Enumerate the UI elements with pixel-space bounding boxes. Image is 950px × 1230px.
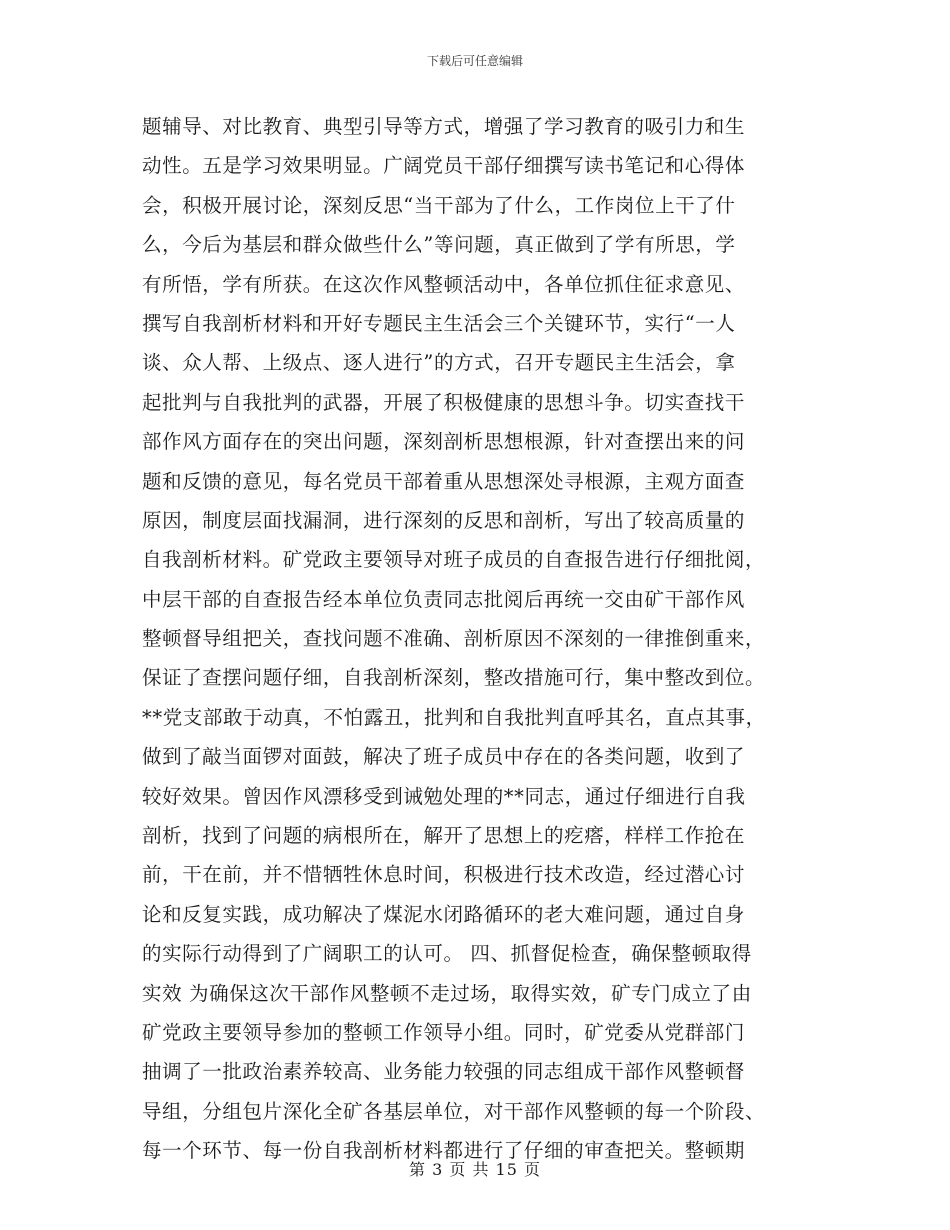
text-line: 中层干部的自查报告经本单位负责同志批阅后再统一交由矿干部作风: [142, 587, 746, 611]
text-line: 么，今后为基层和群众做些什么”等问题，真正做到了学有所思，学: [142, 233, 736, 257]
text-line: 谈、众人帮、上级点、逐人进行”的方式，召开专题民主生活会，拿: [142, 351, 736, 375]
text-line: 保证了查摆问题仔细，自我剖析深刻，整改措施可行，集中整改到位。: [142, 666, 766, 690]
text-line: 每一个环节、每一份自我剖析材料都进行了仔细的审查把关。整顿期: [142, 1139, 746, 1163]
text-line: 自我剖析材料。矿党政主要领导对班子成员的自查报告进行仔细批阅，: [142, 548, 766, 572]
text-line: 抽调了一批政治素养较高、业务能力较强的同志组成干部作风整顿督: [142, 1060, 746, 1084]
text-line: 动性。五是学习效果明显。广阔党员干部仔细撰写读书笔记和心得体: [142, 154, 746, 178]
text-line: 做到了敲当面锣对面鼓，解决了班子成员中存在的各类问题，收到了: [142, 745, 746, 769]
text-line: 原因，制度层面找漏洞，进行深刻的反思和剖析，写出了较高质量的: [142, 508, 746, 532]
text-line: 整顿督导组把关，查找问题不准确、剖析原因不深刻的一律推倒重来，: [142, 627, 766, 651]
page-number-footer: 第 3 页 共 15 页: [409, 1160, 541, 1179]
text-line: 的实际行动得到了广阔职工的认可。 四、抓督促检查，确保整顿取得: [142, 942, 752, 966]
text-line: 有所悟，学有所获。在这次作风整顿活动中，各单位抓住征求意见、: [142, 272, 746, 296]
text-line: 部作风方面存在的突出问题，深刻剖析思想根源，针对查摆出来的问: [142, 430, 746, 454]
text-line: 论和反复实践，成功解决了煤泥水闭路循环的老大难问题，通过自身: [142, 902, 746, 926]
document-body: [142, 107, 812, 1171]
text-line: 会，积极开展讨论，深刻反思“当干部为了什么，工作岗位上干了什: [142, 193, 736, 217]
page-header: 下载后可任意编辑: [426, 54, 523, 68]
text-line: 导组，分组包片深化全矿各基层单位，对干部作风整顿的每一个阶段、: [142, 1099, 766, 1123]
text-line: 撰写自我剖析材料和开好专题民主生活会三个关键环节，实行“一人: [142, 311, 736, 335]
text-line: 题和反馈的意见，每名党员干部着重从思想深处寻根源，主观方面查: [142, 469, 746, 493]
text-line: 实效 为确保这次干部作风整顿不走过场，取得实效，矿专门成立了由: [142, 981, 752, 1005]
text-line: 矿党政主要领导参加的整顿工作领导小组。同时，矿党委从党群部门: [142, 1020, 746, 1044]
text-line: 起批判与自我批判的武器，开展了积极健康的思想斗争。切实查找干: [142, 390, 746, 414]
text-line: **党支部敢于动真，不怕露丑，批判和自我批判直呼其名，直点其事，: [142, 705, 766, 729]
text-line: 前，干在前，并不惜牺牲休息时间，积极进行技术改造，经过潜心讨: [142, 863, 746, 887]
text-line: 较好效果。曾因作风漂移受到诫勉处理的**同志，通过仔细进行自我: [142, 784, 746, 808]
text-line: 题辅导、对比教育、典型引导等方式，增强了学习教育的吸引力和生: [142, 115, 746, 138]
text-line: 剖析，找到了问题的病根所在，解开了思想上的疙瘩，样样工作抢在: [142, 824, 746, 848]
